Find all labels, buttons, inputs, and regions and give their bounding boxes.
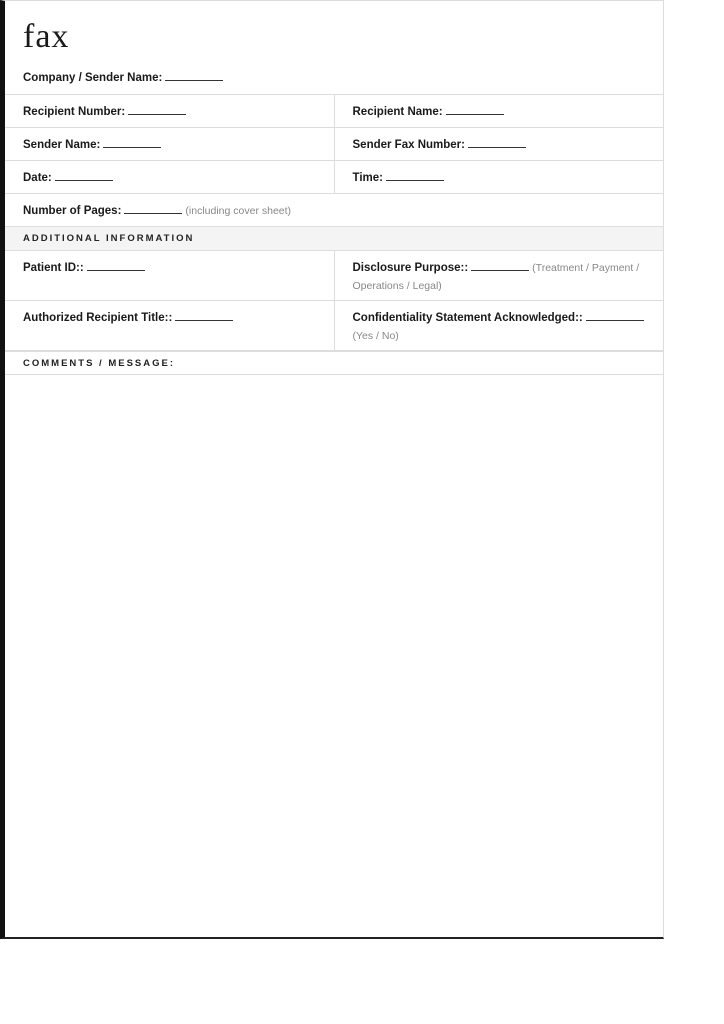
number-of-pages-label: Number of Pages: xyxy=(23,205,122,217)
additional-information-heading: ADDITIONAL INFORMATION xyxy=(5,227,663,251)
sender-row xyxy=(5,128,663,161)
recipient-number-field xyxy=(5,95,334,127)
recipient-name-blank[interactable] xyxy=(446,104,504,115)
recipient-row xyxy=(5,95,663,128)
patient-disclosure-row xyxy=(5,251,663,301)
confidentiality-ack-label: Confidentiality Statement Acknowledged:: xyxy=(352,312,583,324)
confidentiality-ack-blank[interactable] xyxy=(586,310,644,321)
number-of-pages-note: (including cover sheet) xyxy=(185,205,292,217)
company-sender-label: Company / Sender Name: xyxy=(23,72,163,84)
date-label: Date: xyxy=(23,172,52,184)
sender-fax-number-field xyxy=(334,128,664,160)
comments-heading: COMMENTS / MESSAGE: xyxy=(5,351,663,375)
recipient-number-label: Recipient Number: xyxy=(23,106,126,118)
disclosure-purpose-note: (Treatment / Payment / Operations / Legal) xyxy=(352,262,640,292)
confidentiality-ack-note: (Yes / No) xyxy=(352,330,399,342)
disclosure-purpose-label: Disclosure Purpose:: xyxy=(352,262,469,274)
authorization-row xyxy=(5,301,663,351)
authorized-recipient-title-field xyxy=(5,301,334,350)
number-of-pages-blank[interactable] xyxy=(124,203,182,214)
header-section xyxy=(5,1,663,95)
disclosure-purpose-field xyxy=(334,251,664,300)
patient-id-blank[interactable] xyxy=(87,260,145,271)
patient-id-field xyxy=(5,251,334,300)
sender-fax-number-label: Sender Fax Number: xyxy=(352,139,465,151)
company-sender-field xyxy=(23,70,663,84)
recipient-name-label: Recipient Name: xyxy=(352,106,443,118)
number-of-pages-field xyxy=(5,194,663,226)
pages-row xyxy=(5,194,663,227)
comments-area[interactable] xyxy=(5,375,663,935)
date-field xyxy=(5,161,334,193)
date-time-row xyxy=(5,161,663,194)
company-sender-blank[interactable] xyxy=(165,70,223,81)
authorized-recipient-title-label: Authorized Recipient Title:: xyxy=(23,312,173,324)
sender-name-blank[interactable] xyxy=(103,137,161,148)
sender-name-label: Sender Name: xyxy=(23,139,101,151)
time-blank[interactable] xyxy=(386,170,444,181)
sender-name-field xyxy=(5,128,334,160)
confidentiality-ack-field xyxy=(334,301,664,350)
page-title: fax xyxy=(23,18,70,55)
time-field xyxy=(334,161,664,193)
disclosure-purpose-blank[interactable] xyxy=(471,260,529,271)
recipient-name-field xyxy=(334,95,664,127)
authorized-recipient-title-blank[interactable] xyxy=(175,310,233,321)
sender-fax-number-blank[interactable] xyxy=(468,137,526,148)
time-label: Time: xyxy=(352,172,383,184)
recipient-number-blank[interactable] xyxy=(128,104,186,115)
patient-id-label: Patient ID:: xyxy=(23,262,84,274)
date-blank[interactable] xyxy=(55,170,113,181)
